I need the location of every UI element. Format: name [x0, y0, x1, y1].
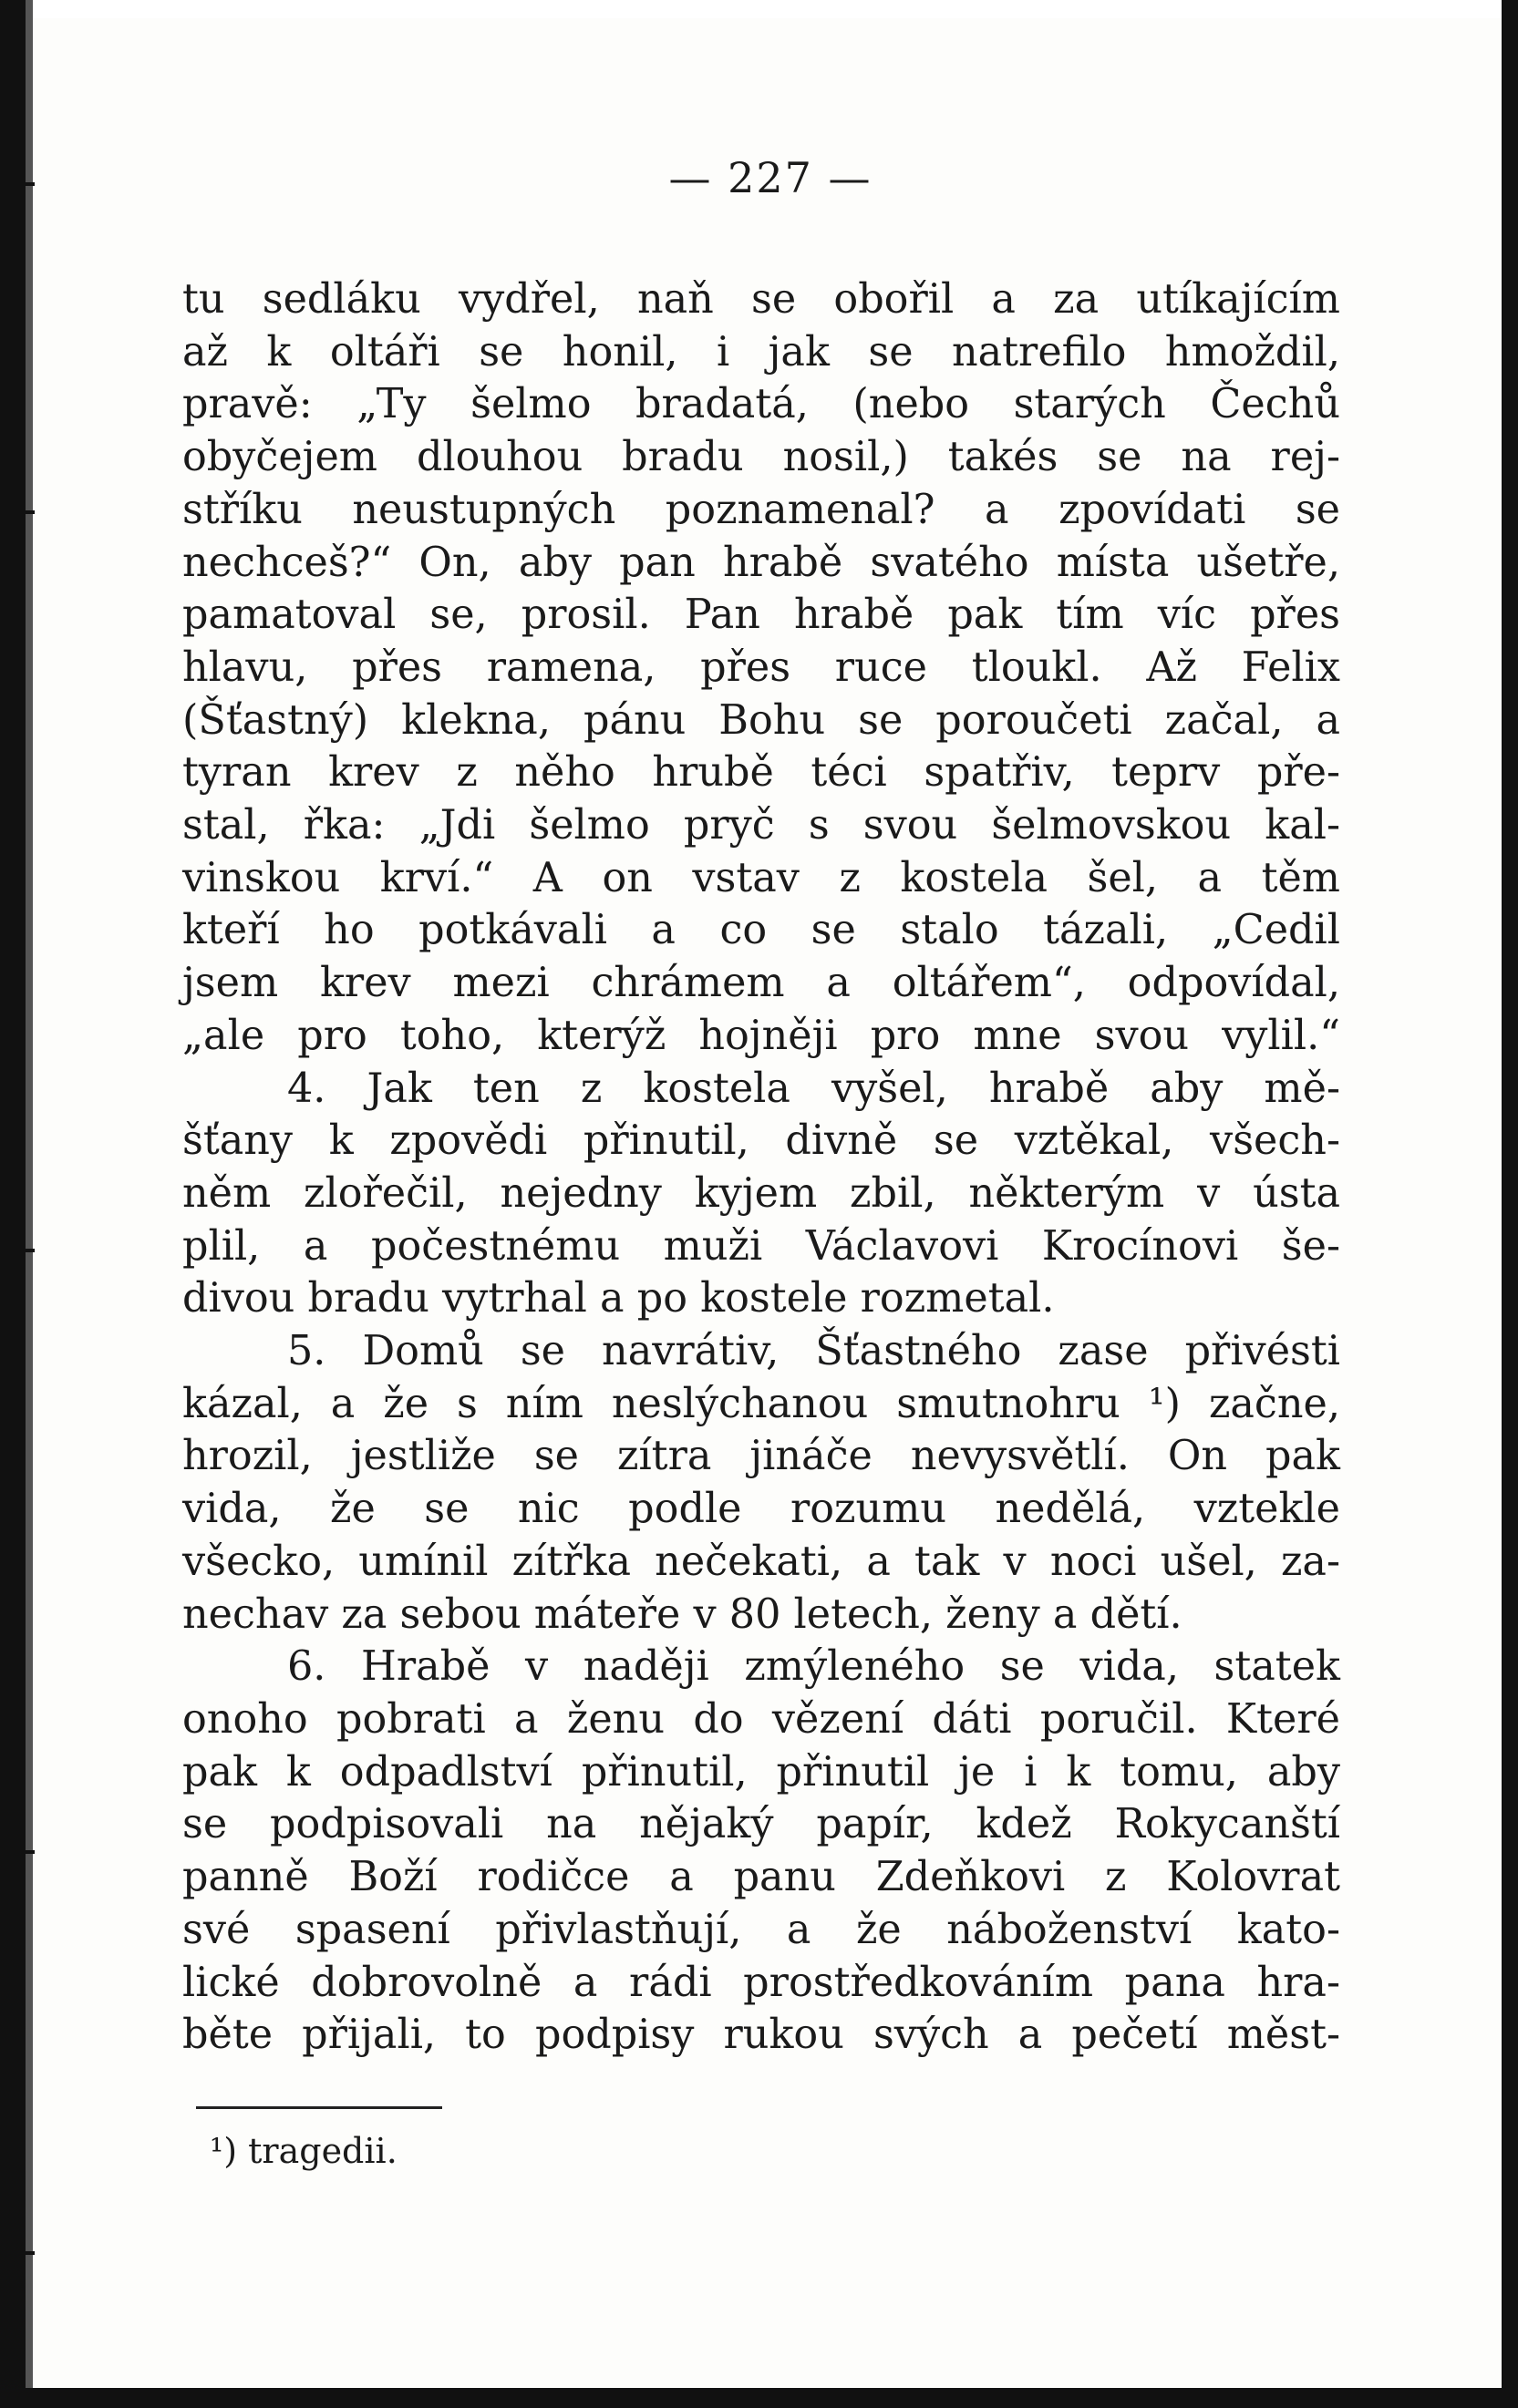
- text-line: pravě: „Ty šelmo bradatá, (nebo starých Čechů: [182, 381, 1340, 428]
- paragraph-4-start: 4. Jak ten z kostela vyšel, hrabě aby mě-: [287, 1065, 1340, 1112]
- footnote-rule: [196, 2106, 442, 2109]
- footnote-text: tragedii.: [248, 2131, 398, 2171]
- text-line: nechav za sebou máteře v 80 letech, ženy a dětí.: [182, 1590, 1182, 1638]
- binding-shadow: [26, 0, 33, 2408]
- text-line: kteří ho potkávali a co se stalo tázali, „Cedil: [182, 907, 1340, 954]
- footnote-mark: ¹): [210, 2131, 238, 2171]
- text-line: hlavu, přes ramena, přes ruce tloukl. Až Felix: [182, 643, 1340, 691]
- right-edge: [1502, 0, 1518, 2408]
- text-line: vida, že se nic podle rozumu nedělá, vztekle: [182, 1486, 1340, 1533]
- text-line: divou bradu vytrhal a po kostele rozmetal.: [182, 1275, 1055, 1322]
- text-line: tyran krev z něho hrubě téci spatřiv, teprv pře-: [182, 749, 1340, 797]
- text-line: něm zlořečil, nejedny kyjem zbil, některým v ústa: [182, 1169, 1340, 1217]
- text-line: onoho pobrati a ženu do vězení dáti poručil. Které: [182, 1695, 1340, 1743]
- paragraph-6-start: 6. Hrabě v naději zmýleného se vida, statek: [287, 1643, 1340, 1691]
- text-line: stříku neustupných poznamenal? a zpovídati se: [182, 486, 1340, 533]
- binding-edge: [0, 0, 26, 2408]
- text-line: až k oltáři se honil, i jak se natrefilo hmoždil,: [182, 328, 1340, 376]
- text-line: všecko, umínil zítřka nečekati, a tak v noci ušel, za-: [182, 1538, 1340, 1585]
- footnote: [210, 2131, 398, 2171]
- text-line: pak k odpadlství přinutil, přinutil je i k tomu, aby: [182, 1748, 1340, 1796]
- text-line: hrozil, jestliže se zítra jináče nevysvětlí. On pak: [182, 1433, 1340, 1480]
- text-line: nechceš?“ On, aby pan hrabě svatého místa ušetře,: [182, 539, 1340, 586]
- page-number: — 227 —: [668, 153, 873, 202]
- text-line: „ale pro toho, kterýž hojněji pro mne svou vylil.“: [182, 1012, 1340, 1059]
- body-text: [182, 273, 1340, 2062]
- text-line: plil, a počestnému muži Václavovi Krocínovi še-: [182, 1222, 1340, 1270]
- text-line: obyčejem dlouhou bradu nosil,) takés se na rej-: [182, 434, 1340, 481]
- text-line: šťany k zpovědi přinutil, divně se vztěkal, všech-: [182, 1117, 1340, 1165]
- text-line: stal, řka: „Jdi šelmo pryč s svou šelmovskou kal-: [182, 802, 1340, 849]
- text-line: tu sedláku vydřel, naň se obořil a za utíkajícím: [182, 276, 1340, 323]
- text-line: se podpisovali na nějaký papír, kdež Rokycanští: [182, 1801, 1340, 1848]
- text-line: běte přijali, to podpisy rukou svých a pečetí měst-: [182, 2012, 1340, 2059]
- text-line: jsem krev mezi chrámem a oltářem“, odpovídal,: [182, 960, 1340, 1007]
- text-line: vinskou krví.“ A on vstav z kostela šel, a těm: [182, 854, 1340, 901]
- bottom-edge: [0, 2388, 1518, 2408]
- text-line: (Šťastný) klekna, pánu Bohu se poroučeti začal, a: [182, 696, 1340, 744]
- text-line: své spasení přivlastňují, a že náboženství kato-: [182, 1906, 1340, 1953]
- paragraph-5-start: 5. Domů se navrátiv, Šťastného zase přivésti: [287, 1328, 1340, 1375]
- text-line: panně Boží rodičce a panu Zdeňkovi z Kolovrat: [182, 1854, 1340, 1901]
- text-line: pamatoval se, prosil. Pan hrabě pak tím víc přes: [182, 592, 1340, 639]
- text-line: kázal, a že s ním neslýchanou smutnohru ¹) začne,: [182, 1380, 1340, 1427]
- text-line: lické dobrovolně a rádi prostředkováním pana hra-: [182, 1959, 1340, 2006]
